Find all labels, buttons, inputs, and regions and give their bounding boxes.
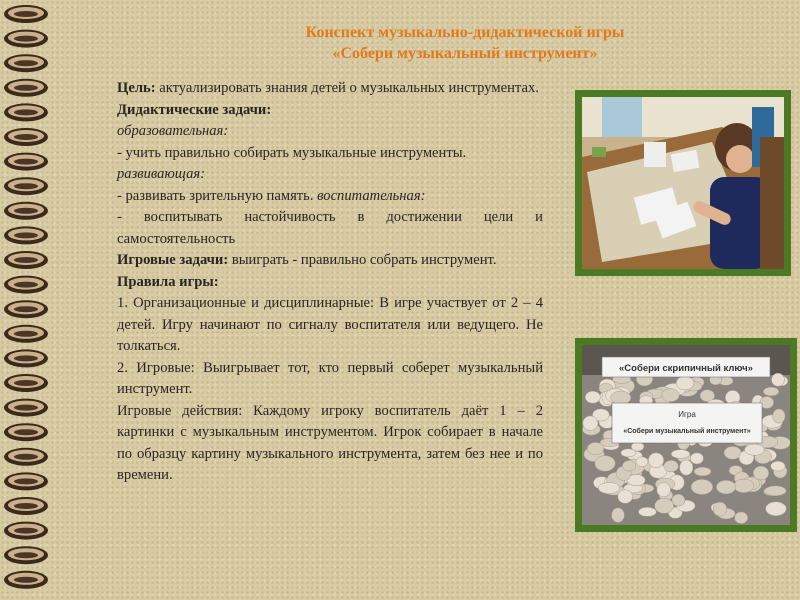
box-sign-2-line-2: «Собери музыкальный инструмент» xyxy=(623,428,751,435)
title-line-2: «Собери музыкальный инструмент» xyxy=(332,45,598,62)
game-actions: Игровые действия: Каждому игроку воспитатель даёт 1 – 2 картинки с музыкальным инструментом. Игрок собирает в начале по образцу картину музыкального инструмента, затем без нее и по времени. xyxy=(117,402,543,483)
developing-paragraph xyxy=(117,186,543,208)
spiral-ring xyxy=(4,103,48,121)
spiral-ring xyxy=(4,251,48,269)
classroom-photo xyxy=(575,90,791,276)
rules-heading: Правила игры: xyxy=(117,273,219,290)
spiral-ring xyxy=(4,153,48,171)
goal-label: Цель: xyxy=(117,80,156,96)
spiral-ring xyxy=(4,30,48,48)
game-tasks-paragraph xyxy=(117,250,543,272)
spiral-ring xyxy=(4,522,48,540)
educational-label: образовательная: xyxy=(117,123,229,139)
page-title xyxy=(195,22,735,64)
upbringing-text: - воспитывать настойчивость в достижении цели и самостоятельность xyxy=(117,209,543,247)
game-tasks-text: выиграть - правильно собрать инструмент. xyxy=(228,252,497,268)
rule-2: 2. Игровые: Выигрывает тот, кто первый соберет музыкальный инструмент. xyxy=(117,359,543,397)
spiral-ring xyxy=(4,399,48,417)
spiral-ring xyxy=(4,349,48,367)
spiral-ring xyxy=(4,546,48,564)
game-box-photo xyxy=(575,338,797,532)
spiral-ring xyxy=(4,448,48,466)
spiral-ring xyxy=(4,497,48,515)
box-sign-1: «Собери скрипичный ключ» xyxy=(619,363,753,374)
spiral-ring xyxy=(4,276,48,294)
spiral-ring xyxy=(4,202,48,220)
spiral-ring xyxy=(4,571,48,589)
spiral-ring xyxy=(4,79,48,97)
didactic-heading: Дидактические задачи: xyxy=(117,101,272,118)
lesson-text xyxy=(117,78,543,487)
developing-label: развивающая: xyxy=(117,166,206,182)
spiral-ring xyxy=(4,226,48,244)
spiral-ring xyxy=(4,300,48,318)
spiral-ring xyxy=(4,374,48,392)
rule-1: 1. Организационные и дисциплинарные: В игре участвует от 2 – 4 детей. Игру начинают по сигналу воспитателя или ведущего. Не толкаться. xyxy=(117,295,543,354)
title-line-1: Конспект музыкально-дидактической игры xyxy=(305,24,625,41)
spiral-ring xyxy=(4,5,48,23)
spiral-ring xyxy=(4,423,48,441)
spiral-ring xyxy=(4,128,48,146)
spiral-binding-decoration xyxy=(0,0,60,600)
goal-text: актуализировать знания детей о музыкальных инструментах. xyxy=(155,80,539,96)
spiral-ring xyxy=(4,325,48,343)
upbringing-label: воспитательная: xyxy=(317,187,426,204)
box-sign-2-line-1: Игра xyxy=(678,410,696,419)
game-tasks-label: Игровые задачи: xyxy=(117,252,229,268)
educational-text: - учить правильно собирать музыкальные инструменты. xyxy=(117,144,467,161)
spiral-ring xyxy=(4,472,48,490)
spiral-ring xyxy=(4,177,48,195)
spiral-ring xyxy=(4,54,48,72)
goal-paragraph xyxy=(117,78,543,100)
developing-text: - развивать зрительную память. xyxy=(117,187,314,204)
